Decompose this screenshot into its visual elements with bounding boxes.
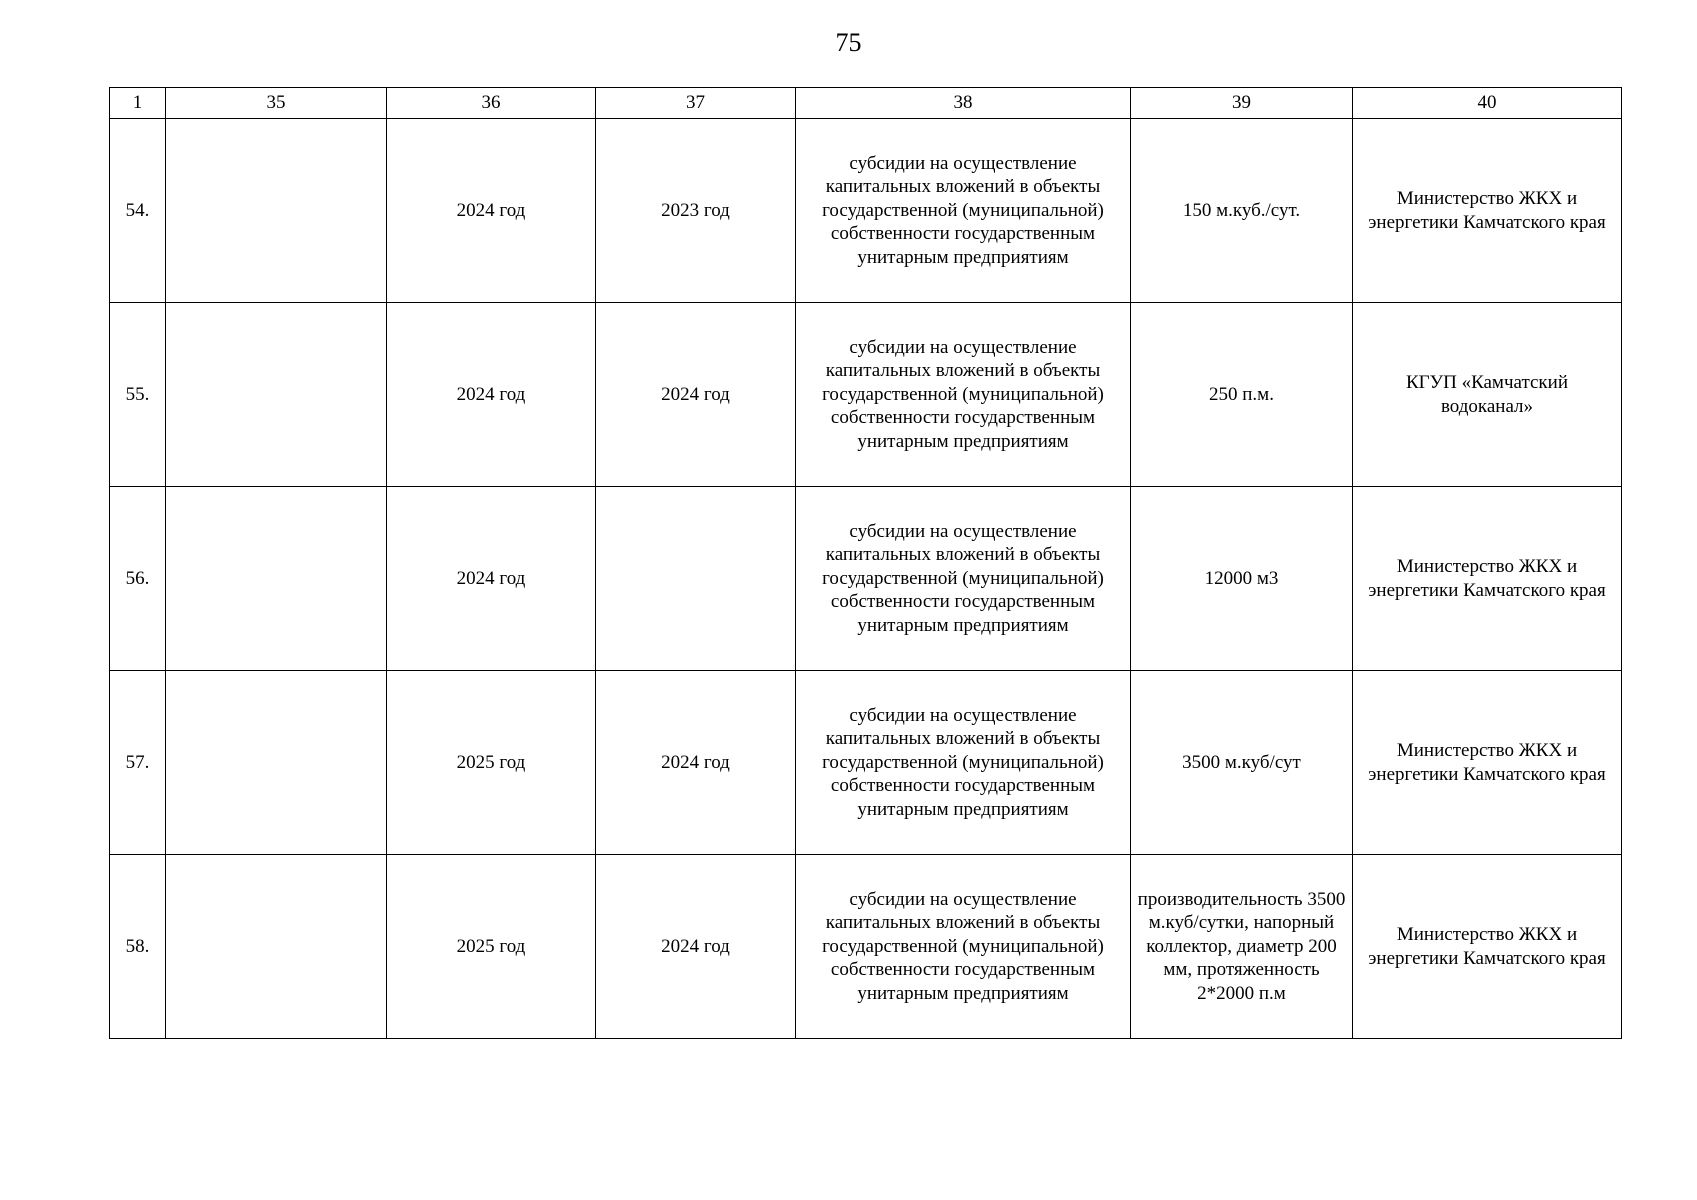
column-header: 40 [1353, 88, 1622, 119]
column-header: 38 [796, 88, 1131, 119]
row-number-cell: 58. [110, 855, 166, 1039]
page-number: 75 [835, 28, 862, 57]
col40-cell: Министерство ЖКХ и энергетики Камчатского края [1353, 855, 1622, 1039]
col36-cell: 2024 год [387, 303, 596, 487]
col37-cell: 2024 год [596, 671, 796, 855]
row-number-cell: 56. [110, 487, 166, 671]
col40-cell: КГУП «Камчатский водоканал» [1353, 303, 1622, 487]
column-header: 1 [110, 88, 166, 119]
col35-cell [166, 119, 387, 303]
col37-cell: 2024 год [596, 303, 796, 487]
table-row [110, 855, 1622, 1039]
column-header: 35 [166, 88, 387, 119]
col39-cell: 3500 м.куб/сут [1131, 671, 1353, 855]
col40-cell: Министерство ЖКХ и энергетики Камчатского края [1353, 487, 1622, 671]
column-header: 39 [1131, 88, 1353, 119]
col37-cell: 2024 год [596, 855, 796, 1039]
col39-cell: 150 м.куб./сут. [1131, 119, 1353, 303]
col36-cell: 2024 год [387, 119, 596, 303]
col35-cell [166, 855, 387, 1039]
col35-cell [166, 671, 387, 855]
table-row [110, 487, 1622, 671]
col38-cell: субсидии на осуществление капитальных вложений в объекты государственной (муниципальной) собственности государственным унитарным предприятиям [796, 855, 1131, 1039]
col38-cell: субсидии на осуществление капитальных вложений в объекты государственной (муниципальной) собственности государственным унитарным предприятиям [796, 303, 1131, 487]
col40-cell: Министерство ЖКХ и энергетики Камчатского края [1353, 671, 1622, 855]
column-header: 36 [387, 88, 596, 119]
col38-cell: субсидии на осуществление капитальных вложений в объекты государственной (муниципальной) собственности государственным унитарным предприятиям [796, 487, 1131, 671]
col36-cell: 2025 год [387, 855, 596, 1039]
column-header: 37 [596, 88, 796, 119]
table-row [110, 119, 1622, 303]
col35-cell [166, 303, 387, 487]
table-row [110, 303, 1622, 487]
table-row [110, 671, 1622, 855]
col38-cell: субсидии на осуществление капитальных вложений в объекты государственной (муниципальной) собственности государственным унитарным предприятиям [796, 119, 1131, 303]
data-table [109, 87, 1622, 1039]
col37-cell: 2023 год [596, 119, 796, 303]
col40-cell: Министерство ЖКХ и энергетики Камчатского края [1353, 119, 1622, 303]
col39-cell: 12000 м3 [1131, 487, 1353, 671]
row-number-cell: 55. [110, 303, 166, 487]
table-header-row [110, 88, 1622, 119]
col39-cell: 250 п.м. [1131, 303, 1353, 487]
col39-cell: производительность 3500 м.куб/сутки, напорный коллектор, диаметр 200 мм, протяженность 2*2000 п.м [1131, 855, 1353, 1039]
col35-cell [166, 487, 387, 671]
row-number-cell: 54. [110, 119, 166, 303]
col37-cell [596, 487, 796, 671]
col36-cell: 2024 год [387, 487, 596, 671]
row-number-cell: 57. [110, 671, 166, 855]
col36-cell: 2025 год [387, 671, 596, 855]
col38-cell: субсидии на осуществление капитальных вложений в объекты государственной (муниципальной) собственности государственным унитарным предприятиям [796, 671, 1131, 855]
